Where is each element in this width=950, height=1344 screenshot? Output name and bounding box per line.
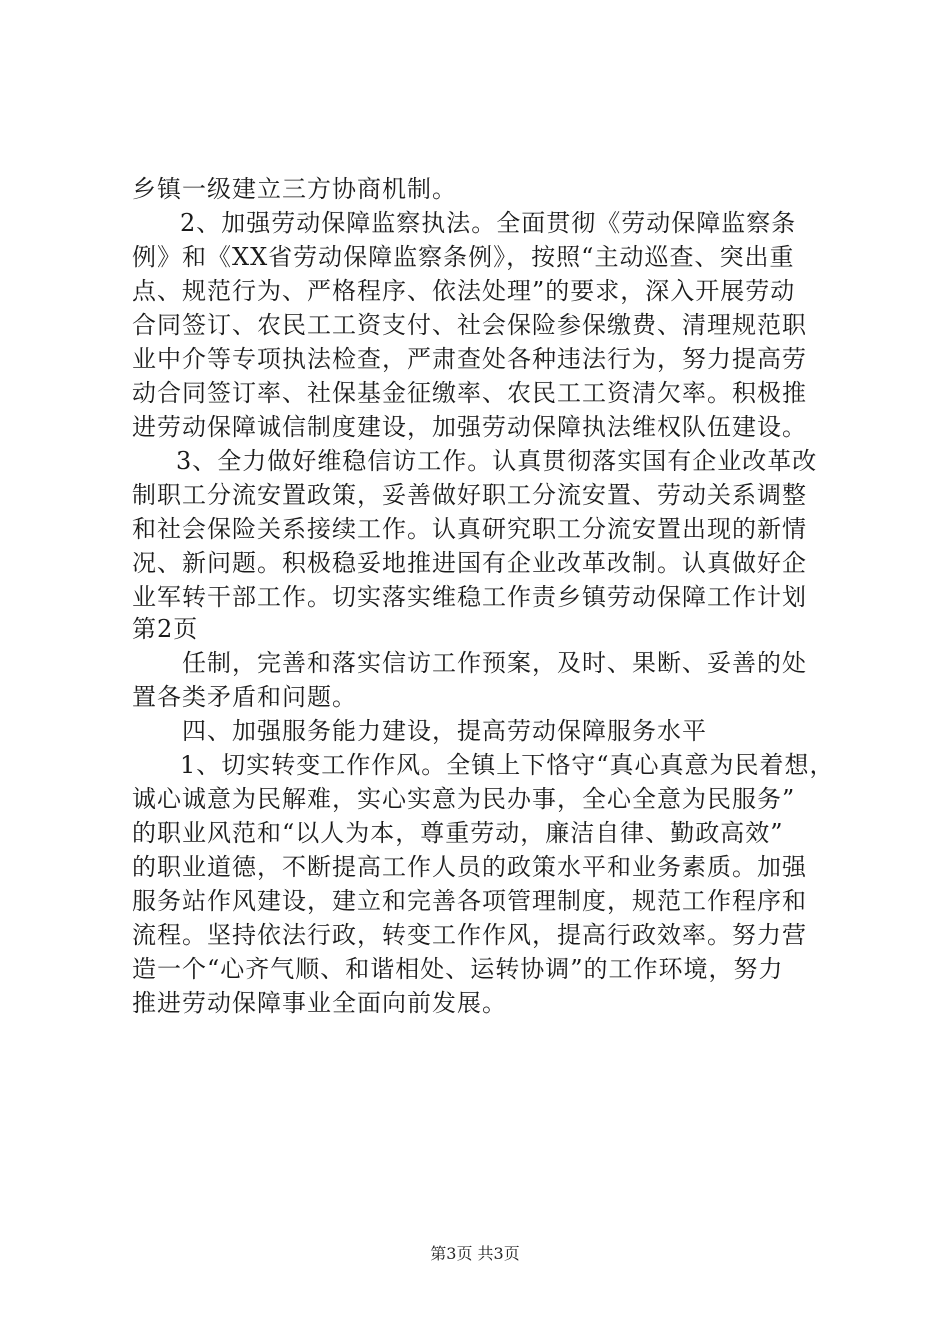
text-line: 流程。坚持依法行政，转变工作作风，提高行政效率。努力营 [132,921,807,949]
text-line: 造一个“心齐气顺、和谐相处、运转协调”的工作环境，努力 [132,955,784,983]
text-line: 和社会保险关系接续工作。认真研究职工分流安置出现的新情 [132,515,807,543]
text-line: 业军转干部工作。切实落实维稳工作责乡镇劳动保障工作计划 [132,583,807,611]
text-line: 1、切实转变工作作风。全镇上下恪守“真心真意为民着想， [180,751,835,779]
text-line: 制职工分流安置政策，妥善做好职工分流安置、劳动关系调整 [132,481,807,509]
text-line: 服务站作风建设，建立和完善各项管理制度，规范工作程序和 [132,887,807,915]
text-line: 诚心诚意为民解难，实心实意为民办事，全心全意为民服务” [132,785,796,813]
text-line: 置各类矛盾和问题。 [132,683,357,711]
text-line: 况、新问题。积极稳妥地推进国有企业改革改制。认真做好企 [132,549,807,577]
text-line: 点、规范行为、严格程序、依法处理”的要求，深入开展劳动 [132,277,796,305]
text-line: 合同签订、农民工工资支付、社会保险参保缴费、清理规范职 [132,311,807,339]
text-line: 业中介等专项执法检查，严肃查处各种违法行为，努力提高劳 [132,345,807,373]
text-line: 乡镇一级建立三方协商机制。 [132,175,457,203]
text-line: 动合同签订率、社保基金征缴率、农民工工资清欠率。积极推 [132,379,807,407]
text-line: 的职业风范和“以人为本，尊重劳动，廉洁自律、勤政高效” [132,819,784,847]
text-line: 3、全力做好维稳信访工作。认真贯彻落实国有企业改革改 [176,447,818,475]
text-line: 例》和《XX省劳动保障监察条例》，按照“主动巡查、突出重 [132,243,795,271]
text-line: 2、加强劳动保障监察执法。全面贯彻《劳动保障监察条 [180,209,797,237]
text-line: 推进劳动保障事业全面向前发展。 [132,989,507,1017]
text-line: 进劳动保障诚信制度建设，加强劳动保障执法维权队伍建设。 [132,413,807,441]
page-footer: 第3页 共3页 [430,1244,520,1263]
text-line: 四、加强服务能力建设，提高劳动保障服务水平 [182,717,707,745]
text-line: 第2页 [132,615,199,643]
text-line: 任制，完善和落实信访工作预案，及时、果断、妥善的处 [182,649,807,677]
text-line: 的职业道德，不断提高工作人员的政策水平和业务素质。加强 [132,853,807,881]
